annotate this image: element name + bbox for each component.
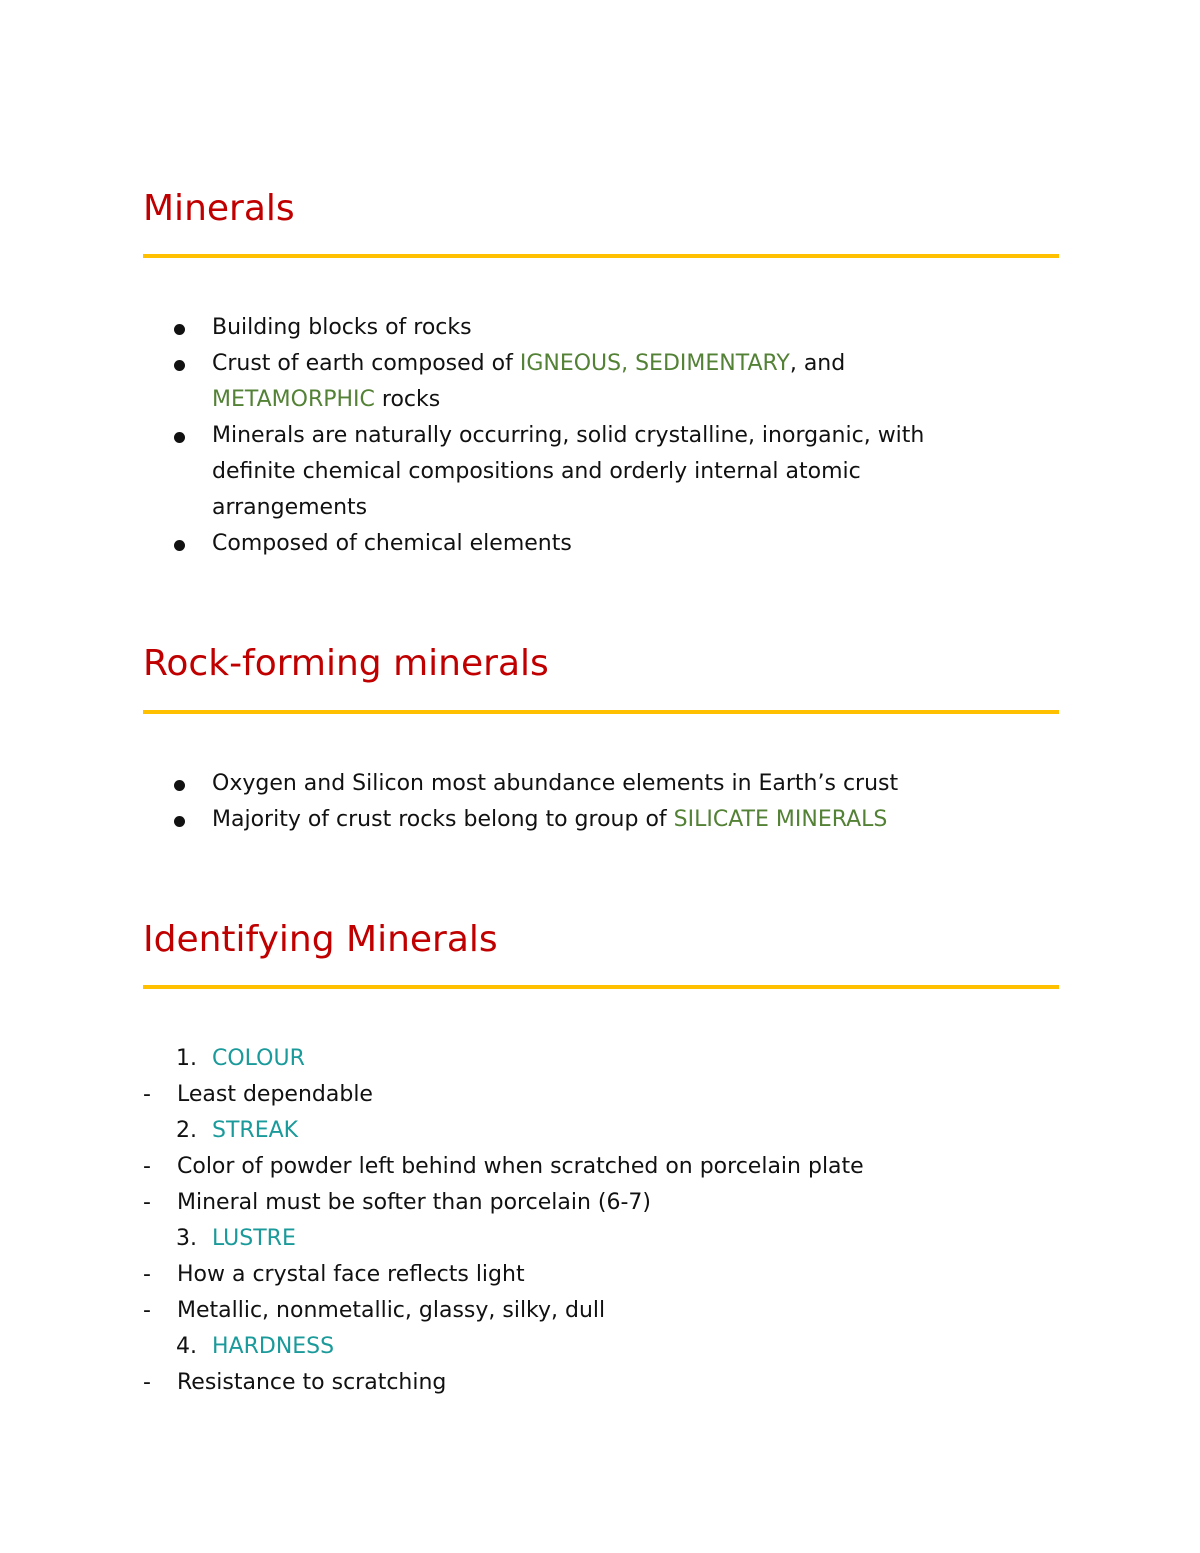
bullet-icon: [174, 324, 185, 335]
heading-rule: [143, 710, 1059, 714]
section-minerals: [143, 187, 1059, 556]
keyword: SILICATE MINERALS: [673, 807, 888, 832]
heading-rule: [143, 254, 1059, 258]
bullet-icon: [174, 432, 185, 443]
list-item: Composed of chemical elements: [143, 526, 992, 562]
numbered-item: 4. HARDNESS: [143, 1329, 1059, 1365]
section-rock-forming-minerals: [143, 642, 1059, 832]
dash-item: - Mineral must be softer than porcelain (6-7): [143, 1190, 651, 1215]
list-item: Minerals are naturally occurring, solid crystalline, inorganic, with definite chemical compositions and orderly internal atomic arrangements: [143, 418, 992, 526]
section-heading-minerals: Minerals: [143, 188, 295, 229]
bullet-list-minerals: [143, 310, 1059, 562]
numbered-item: 1. COLOUR: [143, 1041, 1059, 1077]
bullet-list-rock-forming: [143, 766, 1059, 838]
property-term: HARDNESS: [212, 1334, 335, 1359]
dash-item: - How a crystal face reflects light: [143, 1262, 525, 1287]
numbered-item: 2. STREAK: [143, 1113, 1059, 1149]
property-term: LUSTRE: [212, 1226, 296, 1251]
keyword: METAMORPHIC: [212, 387, 375, 412]
dash-item: - Metallic, nonmetallic, glassy, silky, dull: [143, 1298, 606, 1323]
bullet-icon: [174, 360, 185, 371]
dash-item: - Color of powder left behind when scratched on porcelain plate: [143, 1154, 864, 1179]
heading-rule: [143, 985, 1059, 989]
dash-item: - Resistance to scratching: [143, 1370, 447, 1395]
property-term: COLOUR: [212, 1046, 305, 1071]
bullet-icon: [174, 780, 185, 791]
keyword: IGNEOUS, SEDIMENTARY: [519, 351, 790, 376]
numbered-item: 3. LUSTRE: [143, 1221, 1059, 1257]
list-item: Building blocks of rocks: [143, 310, 992, 346]
list-item: Oxygen and Silicon most abundance elements in Earth’s crust: [143, 766, 992, 802]
identifying-list: [143, 1041, 1059, 1401]
dash-item: - Least dependable: [143, 1082, 373, 1107]
bullet-icon: [174, 540, 185, 551]
bullet-icon: [174, 816, 185, 827]
section-heading-rock-forming: Rock-forming minerals: [143, 643, 549, 684]
list-item: Majority of crust rocks belong to group of SILICATE MINERALS: [143, 802, 992, 838]
section-identifying-minerals: [143, 918, 1059, 1395]
section-heading-identifying: Identifying Minerals: [143, 919, 498, 960]
property-term: STREAK: [212, 1118, 299, 1143]
list-item: Crust of earth composed of IGNEOUS, SEDIMENTARY, and METAMORPHIC rocks: [143, 346, 992, 418]
